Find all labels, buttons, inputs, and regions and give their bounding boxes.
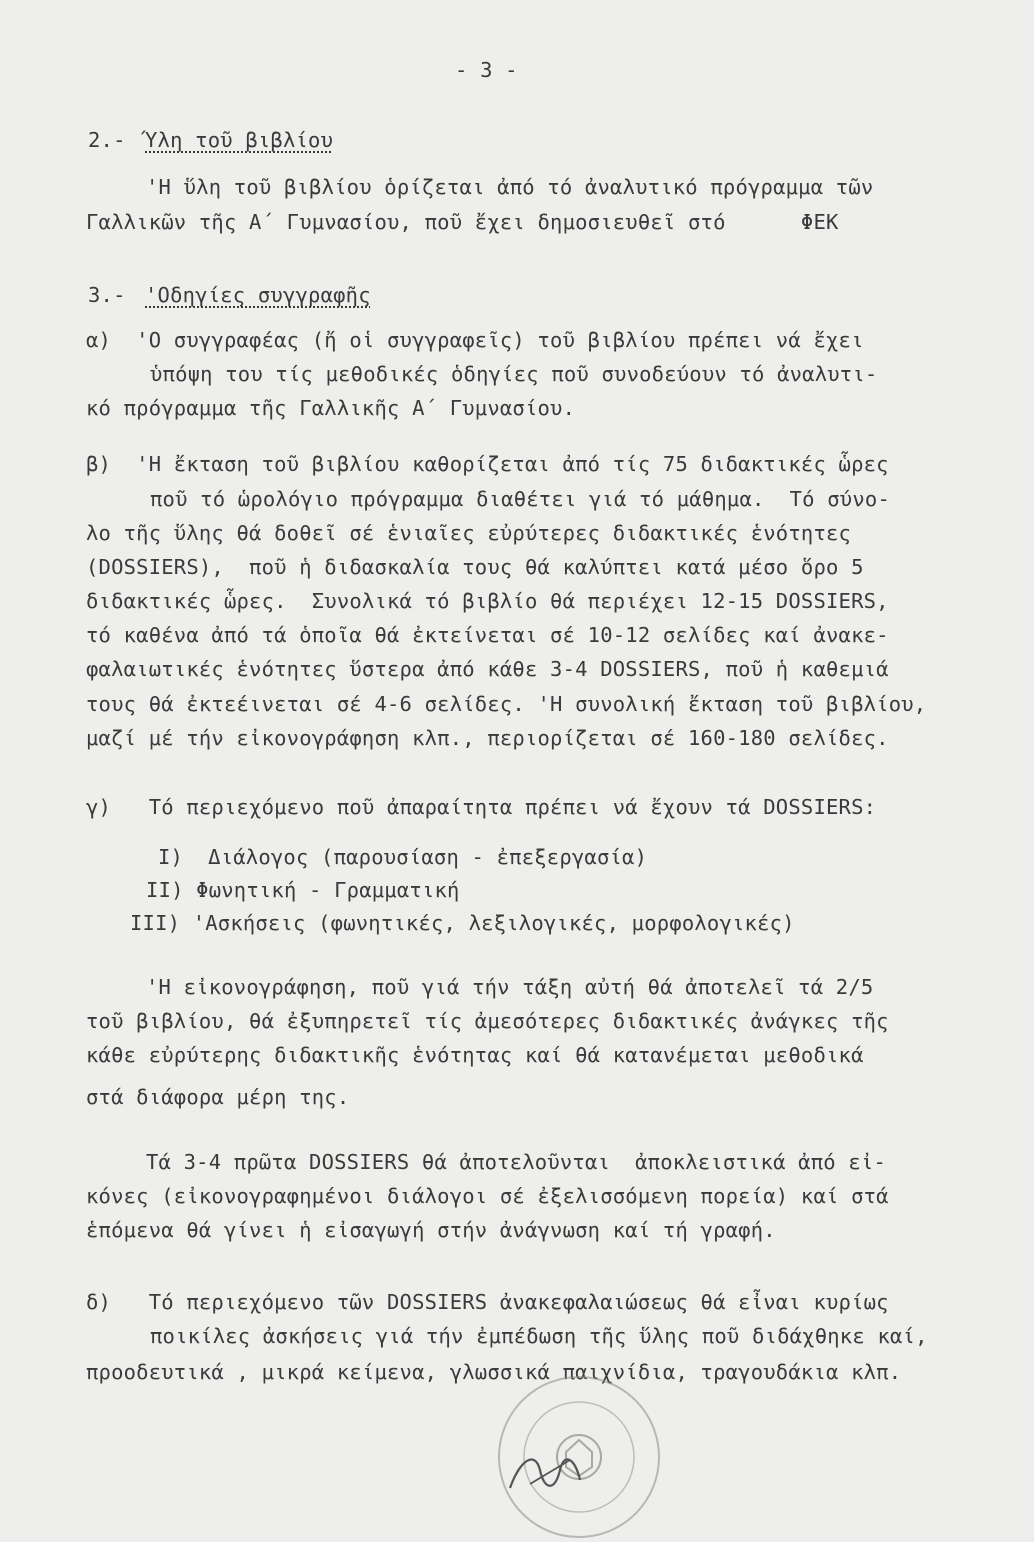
gamma-para1-line-1: 'Η εἰκονογράφηση, ποῦ γιά τήν τάξη αὐτή θά ἀποτελεῖ τά 2/5 (146, 975, 874, 999)
gamma-item-3: III) 'Ασκήσεις (φωνητικές, λεξιλογικές, μορφολογικές) (130, 911, 795, 935)
alpha-line-3: κό πρόγραμμα τῆς Γαλλικῆς Α΄ Γυμνασίου. (86, 396, 576, 420)
section2-line-1: 'Η ὕλη τοῦ βιβλίου ὁρίζεται ἀπό τό ἀναλυτικό πρόγραμμα τῶν (146, 175, 874, 199)
gamma-para1-line-3: κάθε εὐρύτερης διδακτικῆς ἑνότητας καί θά κατανέμεται μεθοδικά (86, 1043, 864, 1067)
gamma-item-2: II) Φωνητική - Γραμματική (146, 878, 460, 902)
delta-line-1: δ) Τό περιεχόμενο τῶν DOSSIERS ἀνακεφαλαιώσεως θά εἶναι κυρίως (86, 1290, 889, 1314)
gamma-para1-line-4: στά διάφορα μέρη της. (86, 1085, 350, 1109)
alpha-line-2: ὑπόψη του τίς μεθοδικές ὁδηγίες ποῦ συνοδεύουν τό ἀναλυτι- (150, 362, 878, 386)
alpha-line-1: α) 'Ο συγγραφέας (ἤ οἱ συγγραφεῖς) τοῦ βιβλίου πρέπει νά ἔχει (86, 328, 864, 352)
gamma-item-1: I) Διάλογος (παρουσίαση - ἐπεξεργασία) (158, 845, 648, 869)
section2-number: 2.- (88, 128, 126, 152)
delta-line-3: προοδευτικά , μικρά κείμενα, γλωσσικά παιχνίδια, τραγουδάκια κλπ. (86, 1360, 902, 1384)
beta-line-4: (DOSSIERS), ποῦ ἡ διδασκαλία τους θά καλύπτει κατά μέσο ὅρο 5 (86, 555, 864, 579)
gamma-para2-line-3: ἑπόμενα θά γίνει ἡ εἰσαγωγή στήν ἀνάγνωση καί τή γραφή. (86, 1218, 776, 1242)
gamma-intro: γ) Τό περιεχόμενο ποῦ ἀπαραίτητα πρέπει νά ἔχουν τά DOSSIERS: (86, 795, 877, 819)
beta-line-1: β) 'Η ἔκταση τοῦ βιβλίου καθορίζεται ἀπό τίς 75 διδακτικές ὧρες (86, 452, 889, 476)
gamma-para1-line-2: τοῦ βιβλίου, θά ἐξυπηρετεῖ τίς ἀμεσότερες διδακτικές ἀνάγκες τῆς (86, 1009, 889, 1033)
beta-line-9: μαζί μέ τήν εἰκονογράφηση κλπ., περιορίζεται σέ 160-180 σελίδες. (86, 726, 889, 750)
signature-icon (500, 1440, 590, 1500)
delta-line-2: ποικίλες ἀσκήσεις γιά τήν ἐμπέδωση τῆς ὕλης ποῦ διδάχθηκε καί, (150, 1324, 928, 1348)
gamma-para2-line-2: κόνες (εἰκονογραφημένοι διάλογοι σέ ἐξελισσόμενη πορεία) καί στά (86, 1184, 889, 1208)
beta-line-3: λο τῆς ὕλης θά δοθεῖ σέ ἑνιαῖες εὐρύτερες διδακτικές ἑνότητες (86, 521, 852, 545)
section3-number: 3.- (88, 283, 126, 307)
section3-heading: 'Οδηγίες συγγραφῆς (145, 283, 371, 307)
page-number: - 3 - (455, 58, 518, 82)
beta-line-8: τους θά ἐκτεέινεται σέ 4-6 σελίδες. 'Η συνολική ἔκταση τοῦ βιβλίου, (86, 692, 927, 716)
beta-line-7: φαλαιωτικές ἑνότητες ὕστερα ἀπό κάθε 3-4 DOSSIERS, ποῦ ἡ καθεμιά (86, 657, 889, 681)
gamma-para2-line-1: Τά 3-4 πρῶτα DOSSIERS θά ἀποτελοῦνται ἀποκλειστικά ἀπό εἰ- (146, 1150, 886, 1174)
beta-line-5: διδακτικές ὧρες. Συνολικά τό βιβλίο θά περιέχει 12-15 DOSSIERS, (86, 589, 889, 613)
beta-line-6: τό καθένα ἀπό τά ὁποῖα θά ἐκτείνεται σέ 10-12 σελίδες καί ἀνακε- (86, 623, 889, 647)
beta-line-2: ποῦ τό ὡρολόγιο πρόγραμμα διαθέτει γιά τό μάθημα. Τό σύνο- (150, 487, 890, 511)
section2-heading: Ύλη τοῦ βιβλίου (145, 128, 334, 152)
section2-line-2: Γαλλικῶν τῆς Α΄ Γυμνασίου, ποῦ ἔχει δημοσιευθεῖ στό ΦΕΚ (86, 210, 839, 234)
